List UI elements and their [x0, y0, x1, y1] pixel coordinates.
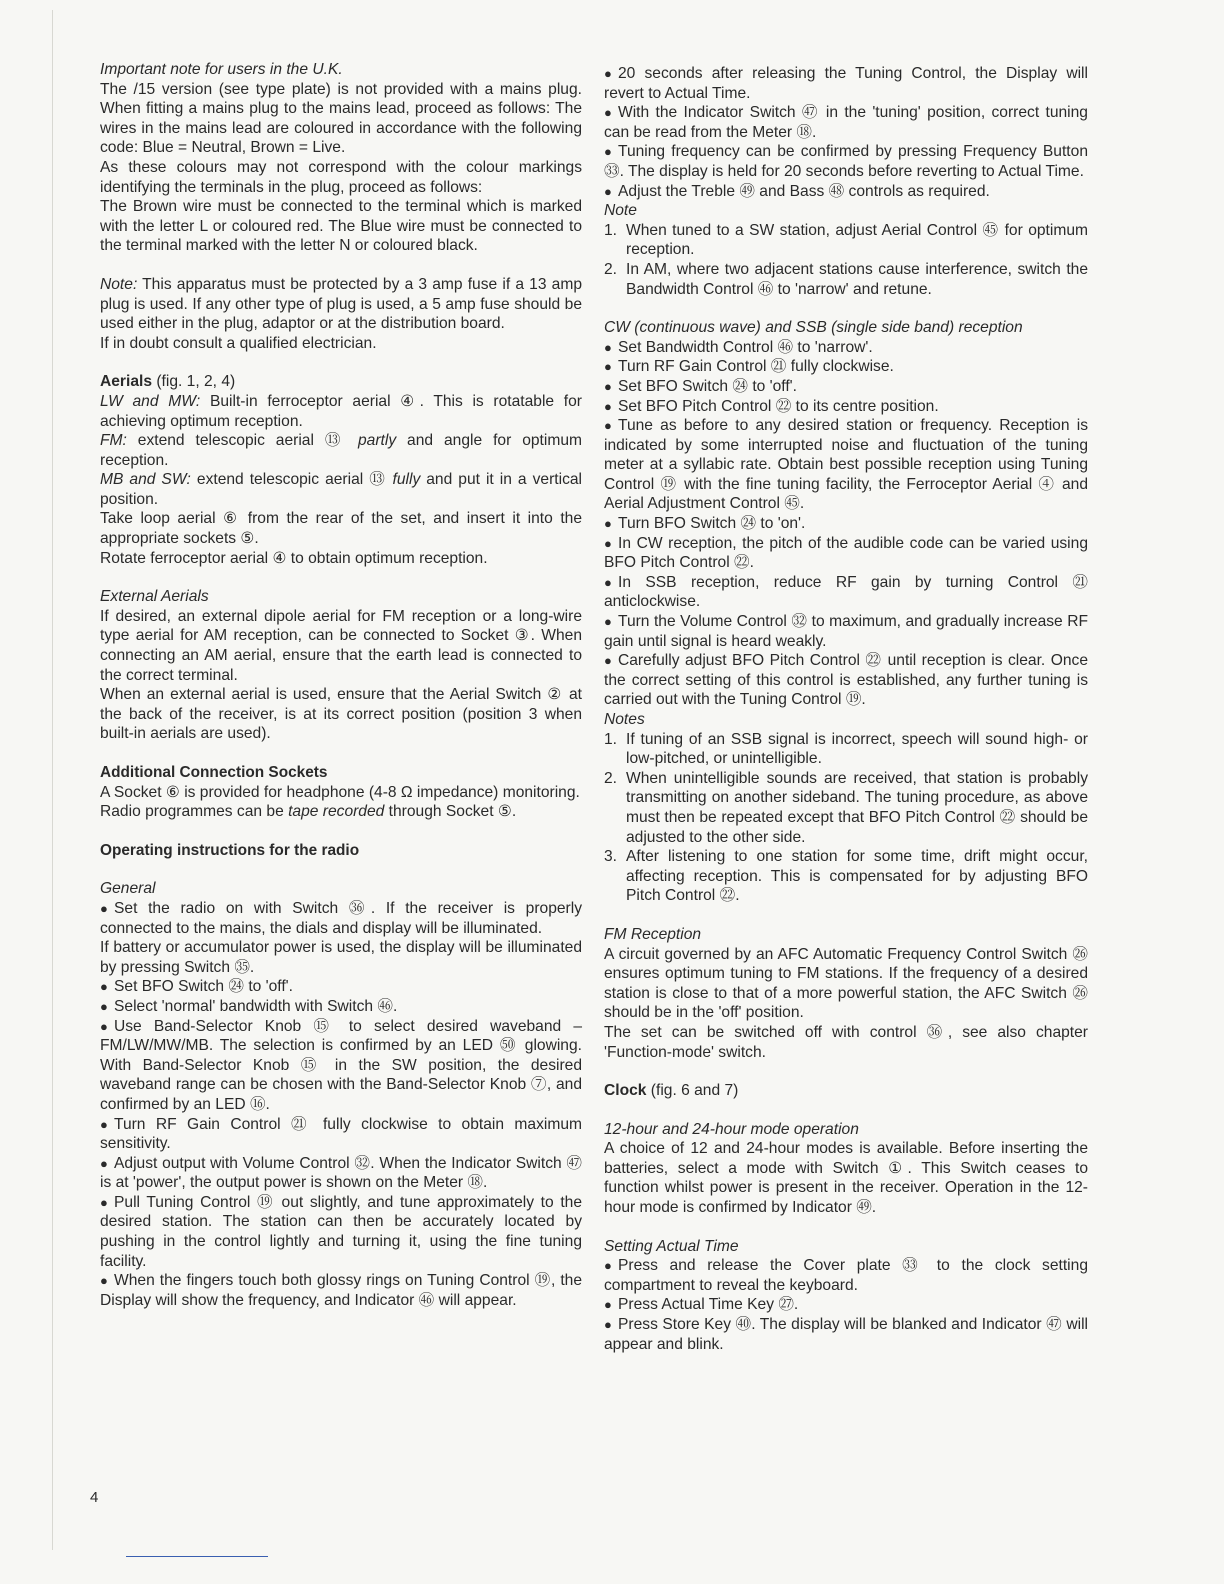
list-item-text: Adjust the Treble ㊾ and Bass ㊽ controls as required.: [618, 182, 990, 200]
clock-heading: [604, 1081, 1088, 1101]
list-item: [604, 182, 1088, 202]
paragraph: Take loop aerial ⑥ from the rear of the set, and insert it into the appropriate sockets ⑤.: [100, 510, 582, 548]
list-item-text: Press Store Key ㊵. The display will be blanked and Indicator ㊼ will appear and blink.: [604, 1316, 1088, 1353]
list-item: [604, 416, 1088, 514]
paragraph: If battery or accumulator power is used, the display will be illuminated by pressing Switch ㉟.: [100, 939, 582, 976]
list-item: [100, 1154, 582, 1193]
list-item-text: In CW reception, the pitch of the audible code can be varied using BFO Pitch Control ㉒.: [604, 534, 1088, 572]
list-item: [100, 1017, 582, 1115]
list-item: [604, 338, 1088, 358]
paragraph: The /15 version (see type plate) is not provided with a mains plug. When fitting a mains plug to the mains lead, proceed as follows: The wires in the mains lead are coloured in accordance with the following code: Blue = Neutral, Brown = Live.: [100, 80, 582, 157]
note-label: Note:: [100, 275, 138, 293]
list-item-text: When the fingers touch both glossy rings on Tuning Control ⑲, the Display will show the frequency, and Indicator ㊻ will appear.: [100, 1272, 582, 1309]
list-item-text: Press Actual Time Key ㉗.: [618, 1296, 799, 1314]
bullet-icon: ●: [604, 339, 612, 355]
bullet-icon: ●: [604, 535, 612, 551]
item-number: 3.: [604, 848, 618, 866]
paragraph: As these colours may not correspond with the colour markings identifying the terminals in the plug, proceed as follows:: [100, 158, 582, 196]
tape-recorded: tape recorded: [288, 803, 385, 821]
aerials-heading: [100, 372, 582, 392]
list-item: [100, 1193, 582, 1271]
list-item-text: Pull Tuning Control ⑲ out slightly, and tune approximately to the desired station. The station can then be accurately located by pushing in the control lightly and turning it, using the fine tuning facility.: [100, 1193, 582, 1270]
list-item: [604, 1315, 1088, 1354]
paragraph: If in doubt consult a qualified electrician.: [100, 334, 377, 352]
paragraph: [100, 470, 582, 509]
bullet-icon: ●: [604, 66, 612, 81]
paragraph: When an external aerial is used, ensure that the Aerial Switch ② at the back of the receiver, is at its correct position (position 3 when built-in aerials are used).: [100, 686, 582, 743]
list-item: [604, 103, 1088, 142]
numbered-item: [604, 730, 1088, 769]
list-item: [604, 397, 1088, 417]
text: Radio programmes can be: [100, 803, 289, 821]
numbered-item: [604, 260, 1088, 299]
list-item-text: In SSB reception, reduce RF gain by turning Control ㉑ anticlockwise.: [604, 573, 1088, 611]
list-item: [604, 357, 1088, 377]
list-item-text: Turn RF Gain Control ㉑ fully clockwise to obtain maximum sensitivity.: [100, 1115, 582, 1153]
operating-heading: Operating instructions for the radio: [100, 841, 360, 859]
bullet-icon: ●: [100, 1155, 108, 1171]
list-item-text: Tuning frequency can be confirmed by pressing Frequency Button ㉝. The display is held for 20 seconds before reverting to Actual Time.: [604, 143, 1088, 180]
bullet-icon: ●: [604, 653, 612, 669]
clock-title: Clock: [604, 1082, 647, 1100]
paragraph: The Brown wire must be connected to the terminal which is marked with the letter L or coloured red. The Blue wire must be connected to the terminal marked with the letter N or coloured black.: [100, 198, 582, 255]
item-number: 1.: [604, 730, 618, 748]
mb-label: MB and SW:: [100, 471, 191, 489]
list-item-text: Turn BFO Switch ㉔ to 'on'.: [618, 515, 806, 533]
list-item-text: With the Indicator Switch ㊼ in the 'tuning' position, correct tuning can be read from the Meter ⑱.: [604, 104, 1088, 141]
footer-rule: [126, 1556, 268, 1557]
uk-note-heading: Important note for users in the U.K.: [100, 61, 343, 78]
list-item: [604, 64, 1088, 103]
list-item-text: Turn RF Gain Control ㉑ fully clockwise.: [618, 358, 894, 376]
setting-time-heading: Setting Actual Time: [604, 1237, 739, 1255]
fm-reception-heading: FM Reception: [604, 925, 702, 943]
list-item: [604, 1256, 1088, 1295]
fm-label: FM:: [100, 432, 127, 450]
numbered-item: [604, 221, 1088, 260]
list-item: [604, 612, 1088, 651]
list-item-text: Press and release the Cover plate ㉝ to the clock setting compartment to reveal the keyboard.: [604, 1257, 1088, 1294]
bullet-icon: ●: [604, 1297, 612, 1313]
list-item: [604, 573, 1088, 612]
list-item-text: Set BFO Pitch Control ㉒ to its centre position.: [618, 397, 939, 415]
paragraph: A choice of 12 and 24-hour modes is available. Before inserting the batteries, select a mode with Switch ①. This Switch ceases to function whilst power is present in the receiver. Operation in the 12-hour mode is confirmed by Indicator ㊾.: [604, 1140, 1088, 1217]
fm-text: extend telescopic aerial ⑬: [126, 432, 358, 450]
cw-ssb-heading: CW (continuous wave) and SSB (single side band) reception: [604, 319, 1023, 337]
right-column: [604, 64, 1088, 1354]
clock-fig-ref: (fig. 6 and 7): [646, 1082, 739, 1100]
bullet-icon: ●: [604, 105, 612, 121]
list-item: [604, 1295, 1088, 1315]
paragraph: [100, 431, 582, 470]
mb-fully: fully: [392, 471, 421, 489]
paragraph: If desired, an external dipole aerial for FM reception or a long-wire type aerial for AM reception, can be connected to Socket ③. When connecting an AM aerial, ensure that the earth lead is connected to the correct terminal.: [100, 607, 582, 684]
list-item: [100, 997, 582, 1017]
bullet-icon: ●: [604, 144, 612, 160]
paragraph: The set can be switched off with control ㊱, see also chapter 'Function-mode' switch.: [604, 1023, 1088, 1061]
mb-text: and put it in a vertical position.: [100, 471, 582, 508]
aerials-title: Aerials: [100, 373, 153, 391]
bullet-icon: ●: [100, 1116, 108, 1132]
list-item: [604, 534, 1088, 573]
list-item: [604, 142, 1088, 181]
bullet-icon: ●: [604, 183, 612, 199]
numbered-item: [604, 847, 1088, 906]
paragraph: Rotate ferroceptor aerial ④ to obtain optimum reception.: [100, 549, 488, 567]
bullet-icon: ●: [100, 979, 108, 995]
list-item-text: Adjust output with Volume Control ㉜. When the Indicator Switch ㊼ is at 'power', the output power is shown on the Meter ⑱.: [100, 1154, 582, 1192]
fm-partly: partly: [357, 432, 397, 450]
item-text: If tuning of an SSB signal is incorrect, speech will sound high- or low-pitched, or unintelligible.: [626, 730, 1088, 768]
item-number: 1.: [604, 221, 618, 239]
list-item: [604, 514, 1088, 534]
item-number: 2.: [604, 769, 618, 787]
bullet-icon: ●: [604, 574, 612, 590]
list-item: [100, 1271, 582, 1310]
page-edge: [52, 10, 53, 1550]
list-item-text: Turn the Volume Control ㉜ to maximum, and gradually increase RF gain until signal is heard weakly.: [604, 613, 1088, 650]
connection-sockets-heading: Additional Connection Sockets: [100, 764, 328, 781]
external-aerials-heading: External Aerials: [100, 588, 209, 606]
list-item: [100, 899, 582, 938]
mb-text: extend telescopic aerial ⑬: [190, 471, 393, 489]
bullet-icon: ●: [604, 378, 612, 394]
bullet-icon: ●: [604, 516, 612, 532]
list-item: [604, 377, 1088, 397]
fuse-note: [100, 275, 582, 334]
item-text: When tuned to a SW station, adjust Aerial Control ㊺ for optimum reception.: [626, 221, 1088, 259]
item-number: 2.: [604, 260, 618, 278]
list-item-text: Set the radio on with Switch ㊱. If the receiver is properly connected to the mains, the dials and display will be illuminated.: [100, 899, 582, 937]
bullet-icon: ●: [100, 1018, 108, 1034]
note-text: This apparatus must be protected by a 3 amp fuse if a 13 amp plug is used. If any other type of plug is used, a 5 amp fuse should be used either in the plug, adaptor or at the distribution board.: [100, 275, 582, 333]
list-item: [100, 977, 582, 997]
fm-text: and angle for optimum reception.: [100, 432, 582, 469]
list-item: [100, 1115, 582, 1154]
list-item-text: Set BFO Switch ㉔ to 'off'.: [618, 377, 797, 395]
list-item-text: Set BFO Switch ㉔ to 'off'.: [114, 978, 293, 996]
note-heading: Note: [604, 202, 637, 220]
left-column: [100, 60, 582, 1310]
general-heading: General: [100, 880, 156, 898]
list-item-text: Select 'normal' bandwidth with Switch ㊻.: [114, 997, 398, 1015]
list-item-text: Tune as before to any desired station or frequency. Reception is indicated by some interrupted noise and fluctuation of the tuning meter at a syllabic rate. Obtain best possible reception using Tuning Control ⑲ with the fine tuning facility, the Ferroceptor Aerial ④ and Aerial Adjustment Control ㊺.: [604, 417, 1088, 513]
item-text: When unintelligible sounds are received, that station is probably transmitting on another sideband. The tuning procedure, as above must then be repeated except that BFO Pitch Control ㉒ should be adjusted to the other side.: [626, 769, 1088, 846]
lw-text: Built-in ferroceptor aerial ④. This is rotatable for achieving optimum reception.: [100, 392, 582, 430]
list-item-text: 20 seconds after releasing the Tuning Control, the Display will revert to Actual Time.: [604, 65, 1088, 102]
numbered-item: [604, 769, 1088, 847]
list-item-text: Use Band-Selector Knob ⑮ to select desired waveband – FM/LW/MW/MB. The selection is confirmed by an LED ㊿ glowing. With Band-Selector Knob ⑮ in the SW position, the desired waveband range can be chosen with the Band-Selector Knob ⑦, and confirmed by an LED ⑯.: [100, 1017, 582, 1113]
bullet-icon: ●: [100, 900, 108, 916]
paragraph: [100, 392, 582, 431]
paragraph: [100, 802, 582, 822]
mode-heading: 12-hour and 24-hour mode operation: [604, 1120, 859, 1138]
aerials-fig-ref: (fig. 1, 2, 4): [152, 373, 236, 391]
list-item-text: Carefully adjust BFO Pitch Control ㉒ until reception is clear. Once the correct setting of this control is established, any further tuning is carried out with the Tuning Control ⑲.: [604, 652, 1088, 709]
bullet-icon: ●: [604, 614, 612, 630]
bullet-icon: ●: [604, 1317, 612, 1333]
paragraph: A circuit governed by an AFC Automatic Frequency Control Switch ㉖ ensures optimum tuning to FM stations. If the frequency of a desired station is close to that of a more powerful station, the AFC Switch ㉖ should be in the 'off' position.: [604, 945, 1088, 1022]
paragraph: A Socket ⑥ is provided for headphone (4-8 Ω impedance) monitoring.: [100, 783, 580, 801]
bullet-icon: ●: [100, 998, 108, 1014]
lw-label: LW and MW:: [100, 392, 201, 410]
bullet-icon: ●: [604, 359, 612, 375]
list-item-text: Set Bandwidth Control ㊻ to 'narrow'.: [618, 338, 873, 356]
list-item: [604, 651, 1088, 710]
item-text: In AM, where two adjacent stations cause interference, switch the Bandwidth Control ㊻ to 'narrow' and retune.: [626, 260, 1088, 298]
bullet-icon: ●: [100, 1273, 108, 1289]
text: through Socket ⑤.: [384, 803, 517, 821]
bullet-icon: ●: [604, 1258, 612, 1274]
bullet-icon: ●: [604, 398, 612, 414]
notes-heading: Notes: [604, 711, 645, 728]
bullet-icon: ●: [100, 1194, 108, 1210]
page-number: 4: [90, 1489, 99, 1506]
item-text: After listening to one station for some time, drift might occur, affecting reception. This is compensated for by adjusting BFO Pitch Control ㉒.: [626, 848, 1088, 905]
bullet-icon: ●: [604, 418, 612, 434]
